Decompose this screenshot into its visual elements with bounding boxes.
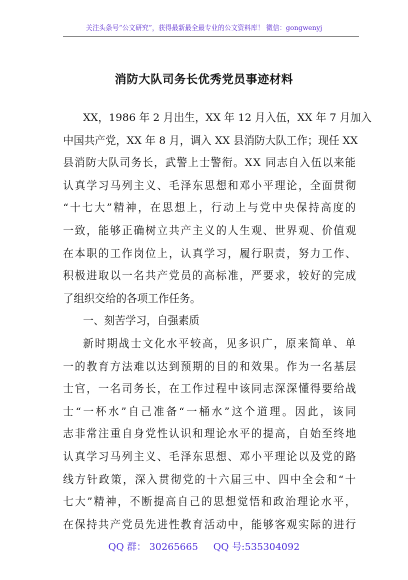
body-line: 县 消 防 大 队 司 务 长 ， 武 警 上 士 警 衔 。 X X 同 志 自 入 伍 以 来 能 <box>63 157 356 170</box>
body-line: 新 时 期 战 士 文 化 水 平 较 高 ， 见 多 识 广 ， 原 来 简 单 、 单 <box>83 337 356 350</box>
body-line: 了组织交给的各项工作任务。 <box>63 292 201 305</box>
body-line: 积 极 进 取 以 一 名 共 产 党 员 的 高 标 准 ， 严 要 求 ， 较 好 的 完 成 <box>63 270 356 283</box>
body-line: 志 非 常 注 重 自 身 党 性 认 识 和 理 论 水 平 的 提 高 ， 自 始 至 终 地 <box>63 428 356 441</box>
body-line: 认 真 学 习 马 列 主 义 、 毛 泽 东 思 想 和 邓 小 平 理 论 ， 全 面 贯 彻 <box>63 179 356 192</box>
body-line: 在 本 职 的 工 作 岗 位 上 ， 认 真 学 习 ， 履 行 职 责 ， 努 力 工 作 、 <box>63 247 356 260</box>
footer-contact <box>0 539 408 553</box>
header-promo-note: 关注头条号“公文研究”，获得最新最全最专业的公文资料库！ 微信：gongwenyj <box>85 24 323 32</box>
body-line: 认 真 学 习 马 列 主 义 、 毛 泽 东 思 想 、 邓 小 平 理 论 以 及 党 的 路 <box>63 450 356 463</box>
section-heading: 一、刻苦学习，自强素质 <box>83 315 200 328</box>
body-line: X X ， 1 9 8 6 年 2 月 出 生 ， X X 年 1 2 月 入 伍 ， X X 年 7 月 加 入 <box>83 112 372 124</box>
body-line: 一 致 ， 能 够 正 确 树 立 共 产 主 义 的 人 生 观 、 世 界 观 、 价 值 观 <box>63 224 356 237</box>
document-body <box>63 107 372 536</box>
body-line: 七 大 ” 精 神 ， 不 断 提 高 自 己 的 思 想 觉 悟 和 政 治 理 论 水 平 ， <box>63 496 356 509</box>
footer-qq-group: QQ 群： 30265665 <box>108 542 199 553</box>
header-divider <box>63 36 359 37</box>
body-line: 士 “ 一 杯 水 ” 自 己 准 备 “ 一 桶 水 ” 这 个 道 理 。 因 此 ， 该 同 <box>63 405 356 418</box>
document-title: 消防大队司务长优秀党员事迹材料 <box>114 72 294 86</box>
footer-qq-number: QQ 号:535304092 <box>213 542 300 553</box>
body-line: 在 保 持 共 产 党 员 先 进 性 教 育 活 动 中 ， 能 够 客 观 实 际 的 进 行 <box>63 518 356 531</box>
body-line: 中 国 共 产 党 ， X X 年 8 月 ， 调 入 X X 县 消 防 大 队 工 作 ； 现 任 X X <box>63 134 358 147</box>
body-line: 线 方 针 政 策 ， 深 入 贯 彻 党 的 十 六 届 三 中 、 四 中 全 会 和 “ 十 <box>63 473 356 486</box>
body-line: 一 的 教 育 方 法 难 以 达 到 预 期 的 目 的 和 效 果 。 作 为 一 名 基 层 <box>63 360 356 373</box>
body-line: “ 十 七 大 ” 精 神 ， 在 思 想 上 ， 行 动 上 与 党 中 央 保 持 高 度 的 <box>63 202 356 215</box>
body-line: 士 官 ， 一 名 司 务 长 ， 在 工 作 过 程 中 该 同 志 深 深 懂 得 要 给 战 <box>63 383 356 396</box>
